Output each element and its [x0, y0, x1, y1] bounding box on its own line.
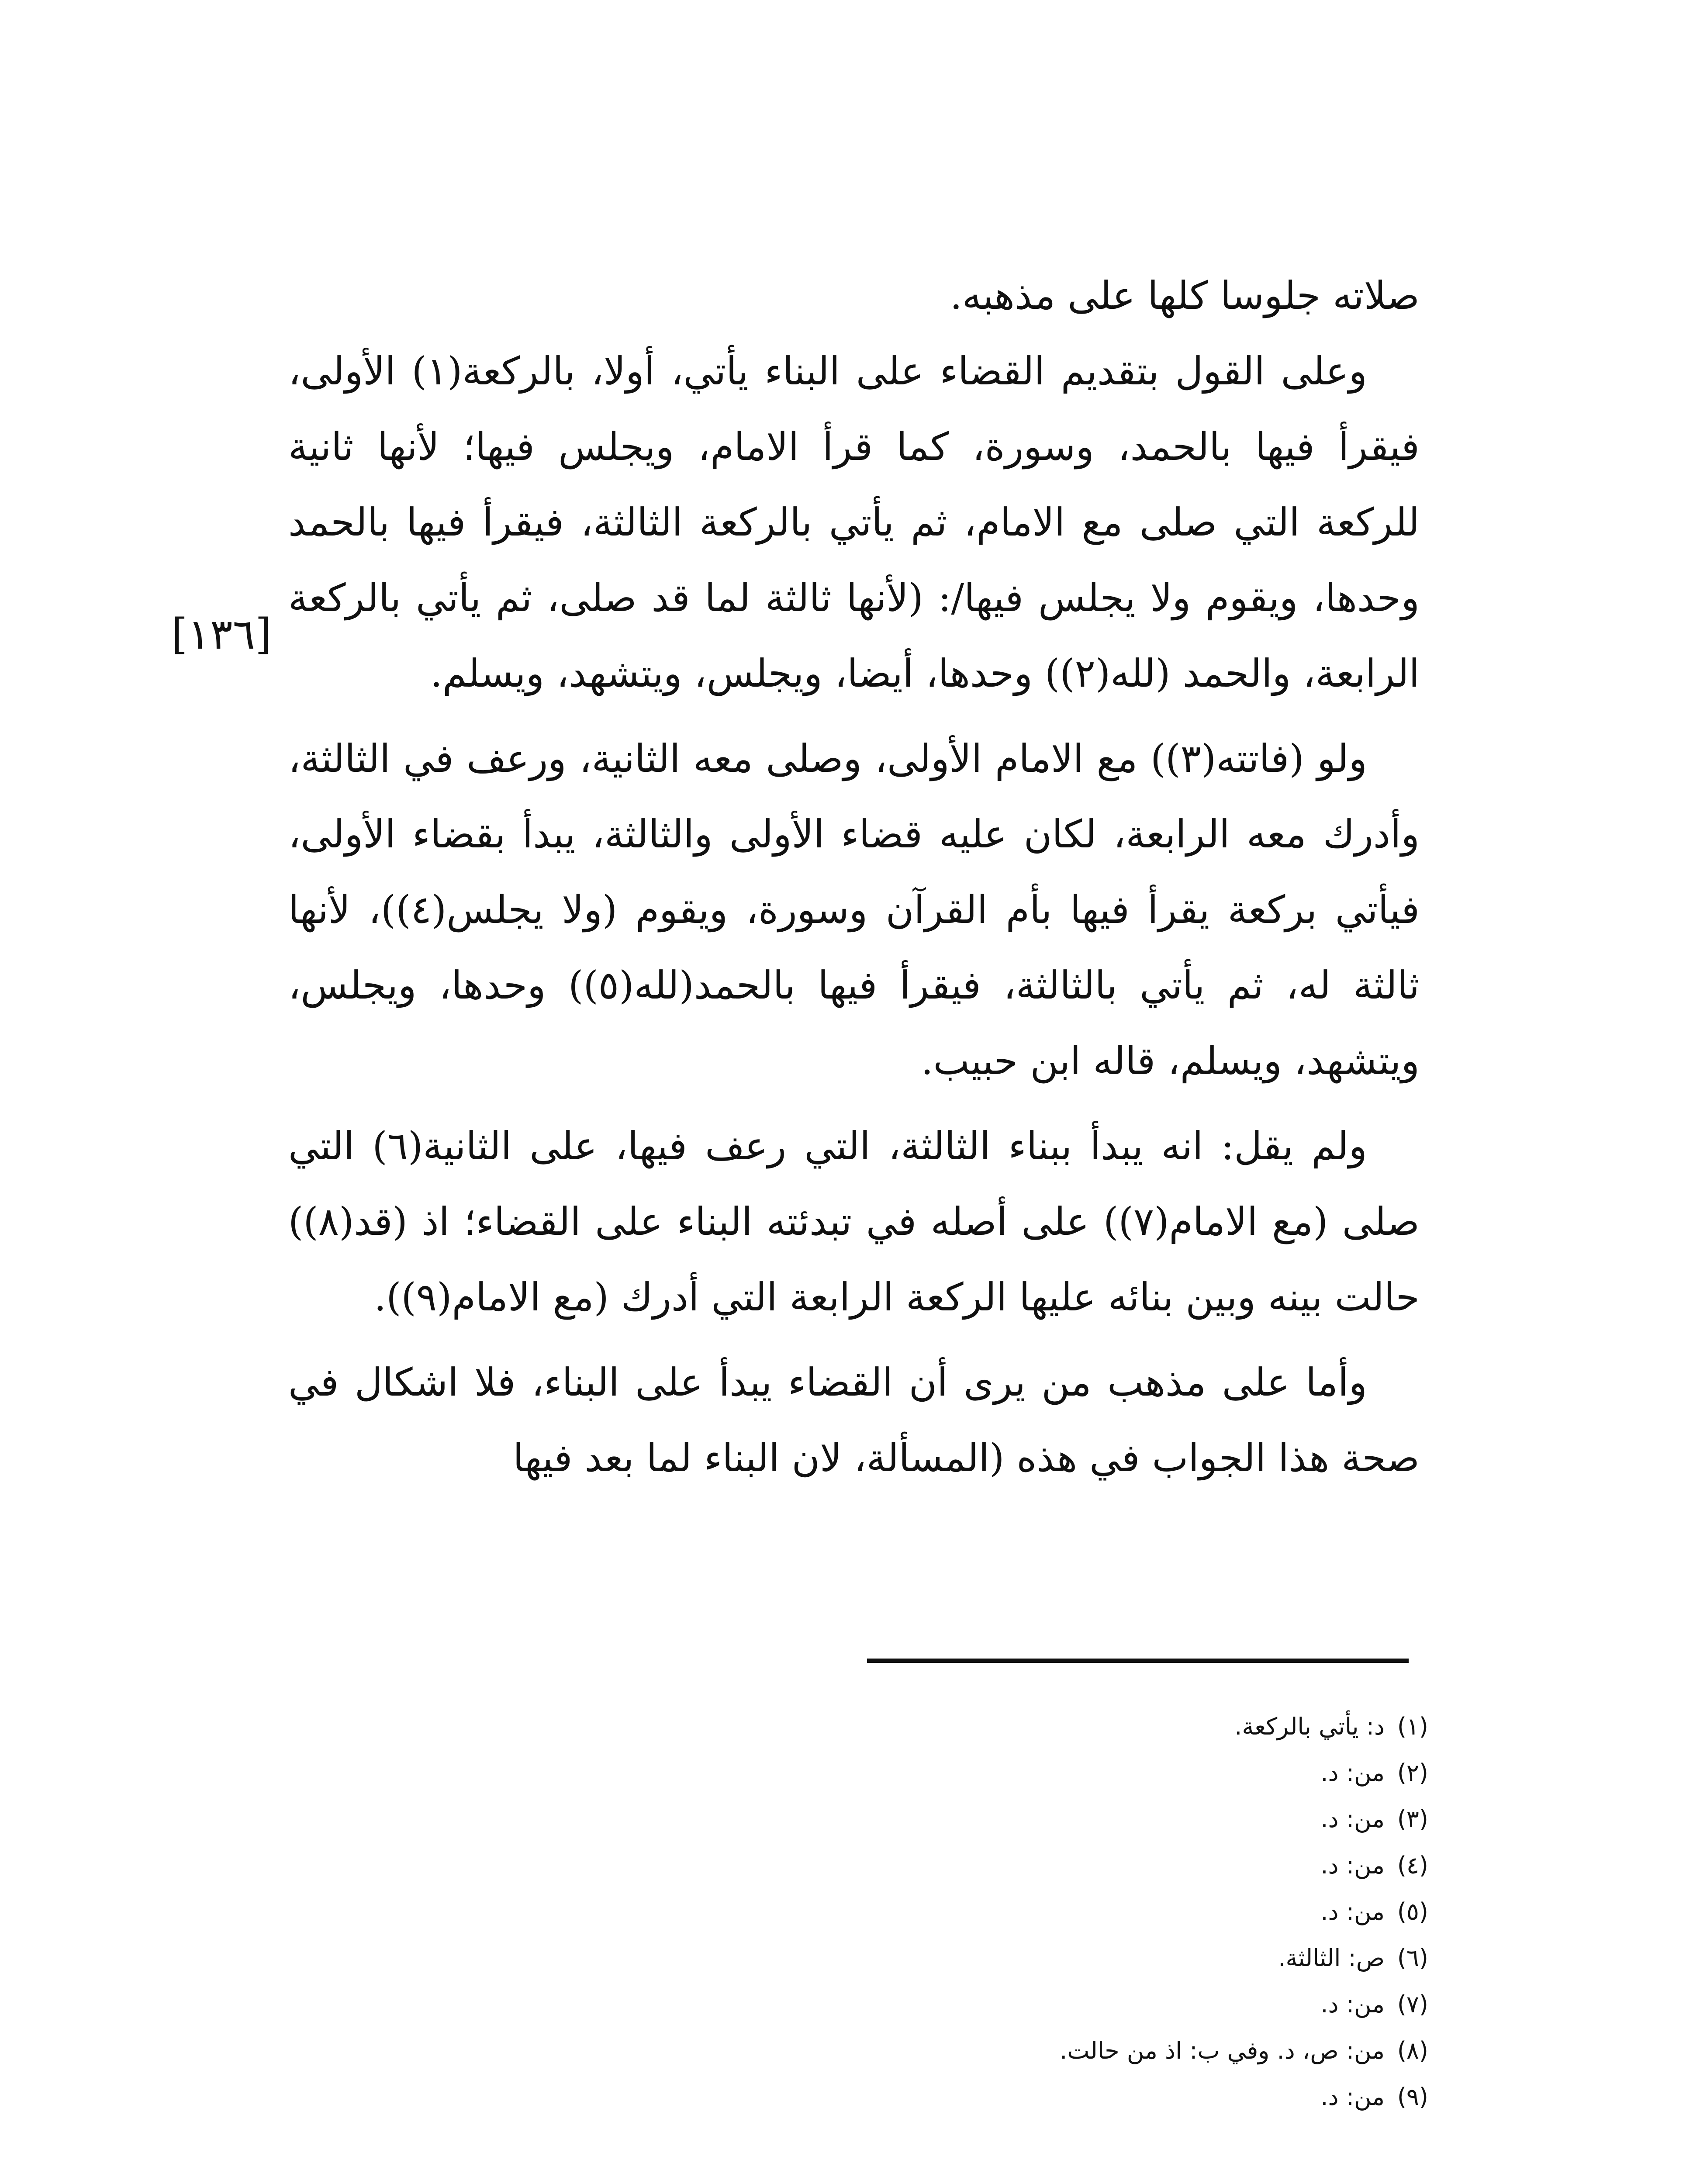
footnotes-list	[743, 1704, 1428, 2120]
footnote-text: د: يأتي بالركعة.	[1234, 1713, 1385, 1740]
footnote-number: (٢)	[1397, 1759, 1428, 1787]
footnote-item	[743, 1842, 1428, 1889]
footnote-text: من: د.	[1320, 2083, 1385, 2111]
manuscript-folio-marker: [١٣٦]	[171, 610, 272, 659]
footnote-item	[743, 1704, 1428, 1750]
footnote-number: (٣)	[1397, 1805, 1428, 1833]
footnote-item	[743, 1796, 1428, 1842]
paragraph-missed-first-rakah: ولو (فاتته(٣)) مع الامام الأولى، وصلى معه الثانية، ورعف في الثالثة، وأدرك معه الرابعة، لكان عليه قضاء الأولى والثالثة، يبدأ بقضاء الأولى، فيأتي بركعة يقرأ فيها بأم القرآن وسورة، ويقوم (ولا يجلس(٤))، لأنها ثالثة له، ثم يأتي بالثالثة، فيقرأ فيها بالحمد(لله(٥)) وحدها، ويجلس، ويتشهد، ويسلم، قاله ابن حبيب.	[288, 736, 1420, 1083]
footnote-number: (١)	[1397, 1713, 1428, 1740]
paragraph-qada-before-bina: وعلى القول بتقديم القضاء على البناء يأتي، أولا، بالركعة(١) الأولى، فيقرأ فيها بالحمد، وسورة، كما قرأ الامام، ويجلس فيها؛ لأنها ثانية للركعة التي صلى مع الامام، ثم يأتي بالركعة الثالثة، فيقرأ فيها بالحمد وحدها، ويقوم ولا يجلس فيها/: (لأنها ثالثة لما قد صلى، ثم يأتي بالركعة الرابعة، والحمد (لله(٢)) وحدها، أيضا، ويجلس، ويتشهد، ويسلم.	[288, 349, 1420, 696]
footnote-number: (٧)	[1397, 1990, 1428, 2018]
footnote-item	[743, 2028, 1428, 2074]
footnote-text: من: د.	[1320, 1898, 1385, 1925]
footnote-item	[743, 1889, 1428, 1935]
footnote-number: (٩)	[1397, 2083, 1428, 2111]
footnote-text: من: د.	[1320, 1852, 1385, 1879]
footnote-number: (٦)	[1397, 1944, 1428, 1972]
main-text-body	[288, 258, 1420, 1496]
footnote-item	[743, 1981, 1428, 2028]
footnote-text: من: ص، د. وفي ب: اذ من حالت.	[1060, 2037, 1385, 2064]
footnote-number: (٨)	[1397, 2037, 1428, 2064]
footnote-item	[743, 1935, 1428, 1981]
footnote-item	[743, 1750, 1428, 1796]
footnote-number: (٤)	[1397, 1852, 1428, 1879]
paragraph-other-madhhab: وأما على مذهب من يرى أن القضاء يبدأ على البناء، فلا اشكال في صحة هذا الجواب في هذه (المسألة، لان البناء لما بعد فيها	[288, 1360, 1420, 1480]
footnote-text: من: د.	[1320, 1759, 1385, 1787]
footnote-divider	[867, 1659, 1409, 1663]
footnote-text: ص: الثالثة.	[1278, 1944, 1385, 1972]
footnote-text: من: د.	[1320, 1990, 1385, 2018]
footnote-number: (٥)	[1397, 1898, 1428, 1925]
paragraph-ibn-habib-comment: ولم يقل: انه يبدأ ببناء الثالثة، التي رعف فيها، على الثانية(٦) التي صلى (مع الامام(٧)) على أصله في تبدئته البناء على القضاء؛ اذ (قد(٨)) حالت بينه وبين بنائه عليها الركعة الرابعة التي أدرك (مع الامام(٩)).	[288, 1123, 1420, 1320]
footnote-text: من: د.	[1320, 1805, 1385, 1833]
footnote-item	[743, 2074, 1428, 2120]
paragraph-continuation: صلاته جلوسا كلها على مذهبه.	[950, 273, 1420, 318]
